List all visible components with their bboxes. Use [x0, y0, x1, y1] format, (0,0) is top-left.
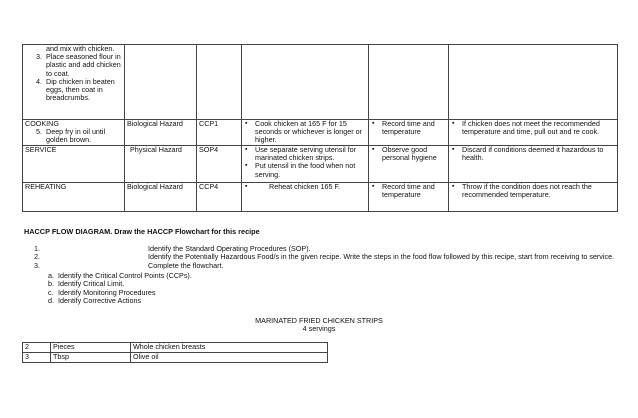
- control-text: Reheat chicken 165 F.: [269, 182, 341, 191]
- stage-cell: REHEATING: [23, 183, 125, 212]
- control-cell: [242, 183, 369, 212]
- empty-cell: [369, 45, 449, 120]
- corrective-item: ▪ Discard if conditions deemed it hazardous to health.: [460, 146, 615, 162]
- ingredient-row: [23, 353, 328, 363]
- corrective-cell: [449, 183, 618, 212]
- ingredients-table: [22, 342, 328, 363]
- instruction-item: [24, 253, 624, 261]
- stage-cell: SERVICE: [23, 146, 125, 183]
- instruction-text: Identify the Standard Operating Procedures (SOP).: [148, 244, 311, 253]
- cooking-step-5: 5. Deep fry in oil until golden brown.: [44, 128, 122, 144]
- instruction-number: 3.: [34, 260, 40, 270]
- empty-cell: [125, 45, 197, 120]
- monitor-item: ▪ Record time and temperature: [380, 183, 446, 199]
- preparation-step-4: 4. Dip chicken in beaten eggs, then coat in breadcrumbs.: [44, 78, 122, 103]
- corrective-cell: [449, 120, 618, 146]
- preparation-step-3: 3. Place seasoned flour in plastic and add chicken to coat.: [44, 53, 122, 78]
- instruction-text: Complete the flowchart.: [148, 260, 224, 270]
- monitor-cell: [369, 146, 449, 183]
- table-row-reheating: [23, 183, 618, 212]
- sub-letter: c.: [48, 287, 54, 297]
- instruction-number: 1.: [34, 244, 40, 253]
- sub-letter: d.: [48, 295, 54, 305]
- monitor-item: ▪ Record time and temperature: [380, 120, 446, 136]
- ccp-cell: SOP4: [197, 146, 242, 183]
- monitor-cell: [369, 183, 449, 212]
- sub-text: Identify Monitoring Procedures: [58, 287, 156, 297]
- hazard-label: Physical Hazard: [130, 145, 182, 154]
- ingredient-item: Olive oil: [131, 353, 328, 363]
- monitor-item: ▪ Observe good personal hygiene: [380, 146, 446, 162]
- sub-text: Identify Critical Limit.: [58, 279, 125, 289]
- control-item: [253, 183, 366, 191]
- table-row-service: [23, 146, 618, 183]
- table-row-cooking: [23, 120, 618, 146]
- ingredient-unit: Pieces: [51, 343, 131, 353]
- ccp-cell: CCP1: [197, 120, 242, 146]
- recipe-title: MARINATED FRIED CHICKEN STRIPS: [255, 316, 383, 325]
- stage-cell: [23, 120, 125, 146]
- instruction-item: [24, 262, 624, 270]
- flow-diagram-heading: HACCP FLOW DIAGRAM. Draw the HACCP Flowchart for this recipe: [24, 227, 260, 236]
- preparation-steps-list: [25, 53, 122, 102]
- control-item: ▪ Put utensil in the food when not serving.: [253, 162, 366, 178]
- empty-cell: [449, 45, 618, 120]
- ingredient-qty: 3: [23, 353, 51, 363]
- sub-letter: b.: [48, 279, 54, 289]
- instruction-list: [24, 245, 624, 270]
- table-row-preparation-continued: [23, 45, 618, 120]
- hazard-cell: Biological Hazard: [125, 120, 197, 146]
- instruction-text: Identify the Potentially Hazardous Food/s in the given recipe. Write the steps in the food flow followed by this recipe, start from receiving to service.: [148, 252, 615, 262]
- hazard-cell: [125, 146, 197, 183]
- hazard-cell: Biological Hazard: [125, 183, 197, 212]
- sub-text: Identify the Critical Control Points (CCPs).: [58, 271, 192, 280]
- empty-cell: [197, 45, 242, 120]
- haccp-table: [22, 44, 618, 212]
- control-item: ▪ Use separate serving utensil for marinated chicken strips.: [253, 146, 366, 162]
- control-item: ▪ Cook chicken at 165 F for 15 seconds or whichever is longer or higher.: [253, 120, 366, 145]
- corrective-cell: [449, 146, 618, 183]
- ccp-cell: CCP4: [197, 183, 242, 212]
- sub-letter: a.: [48, 271, 54, 280]
- cooking-steps-list: [25, 128, 122, 144]
- sub-instruction-item: [24, 297, 192, 305]
- ingredient-qty: 2: [23, 343, 51, 353]
- control-cell: [242, 146, 369, 183]
- monitor-cell: [369, 120, 449, 146]
- sub-text: Identify Corrective Actions: [58, 295, 142, 305]
- empty-cell: [242, 45, 369, 120]
- control-cell: [242, 120, 369, 146]
- stage-label: COOKING: [25, 119, 59, 128]
- corrective-item: ▪ Throw if the condition does not reach the recommended temperature.: [460, 183, 615, 199]
- ingredient-row: [23, 343, 328, 353]
- recipe-servings: 4 servings: [302, 324, 336, 333]
- sub-instruction-list: [24, 272, 192, 305]
- ingredient-unit: Tbsp: [51, 353, 131, 363]
- step-continuation: and mix with chicken.: [46, 44, 115, 53]
- ingredient-item: Whole chicken breasts: [131, 343, 328, 353]
- instruction-number: 2.: [34, 252, 40, 262]
- preparation-steps-cell: [23, 45, 125, 120]
- corrective-item: ▪ If chicken does not meet the recommended temperature and time, pull out and re cook.: [460, 120, 615, 136]
